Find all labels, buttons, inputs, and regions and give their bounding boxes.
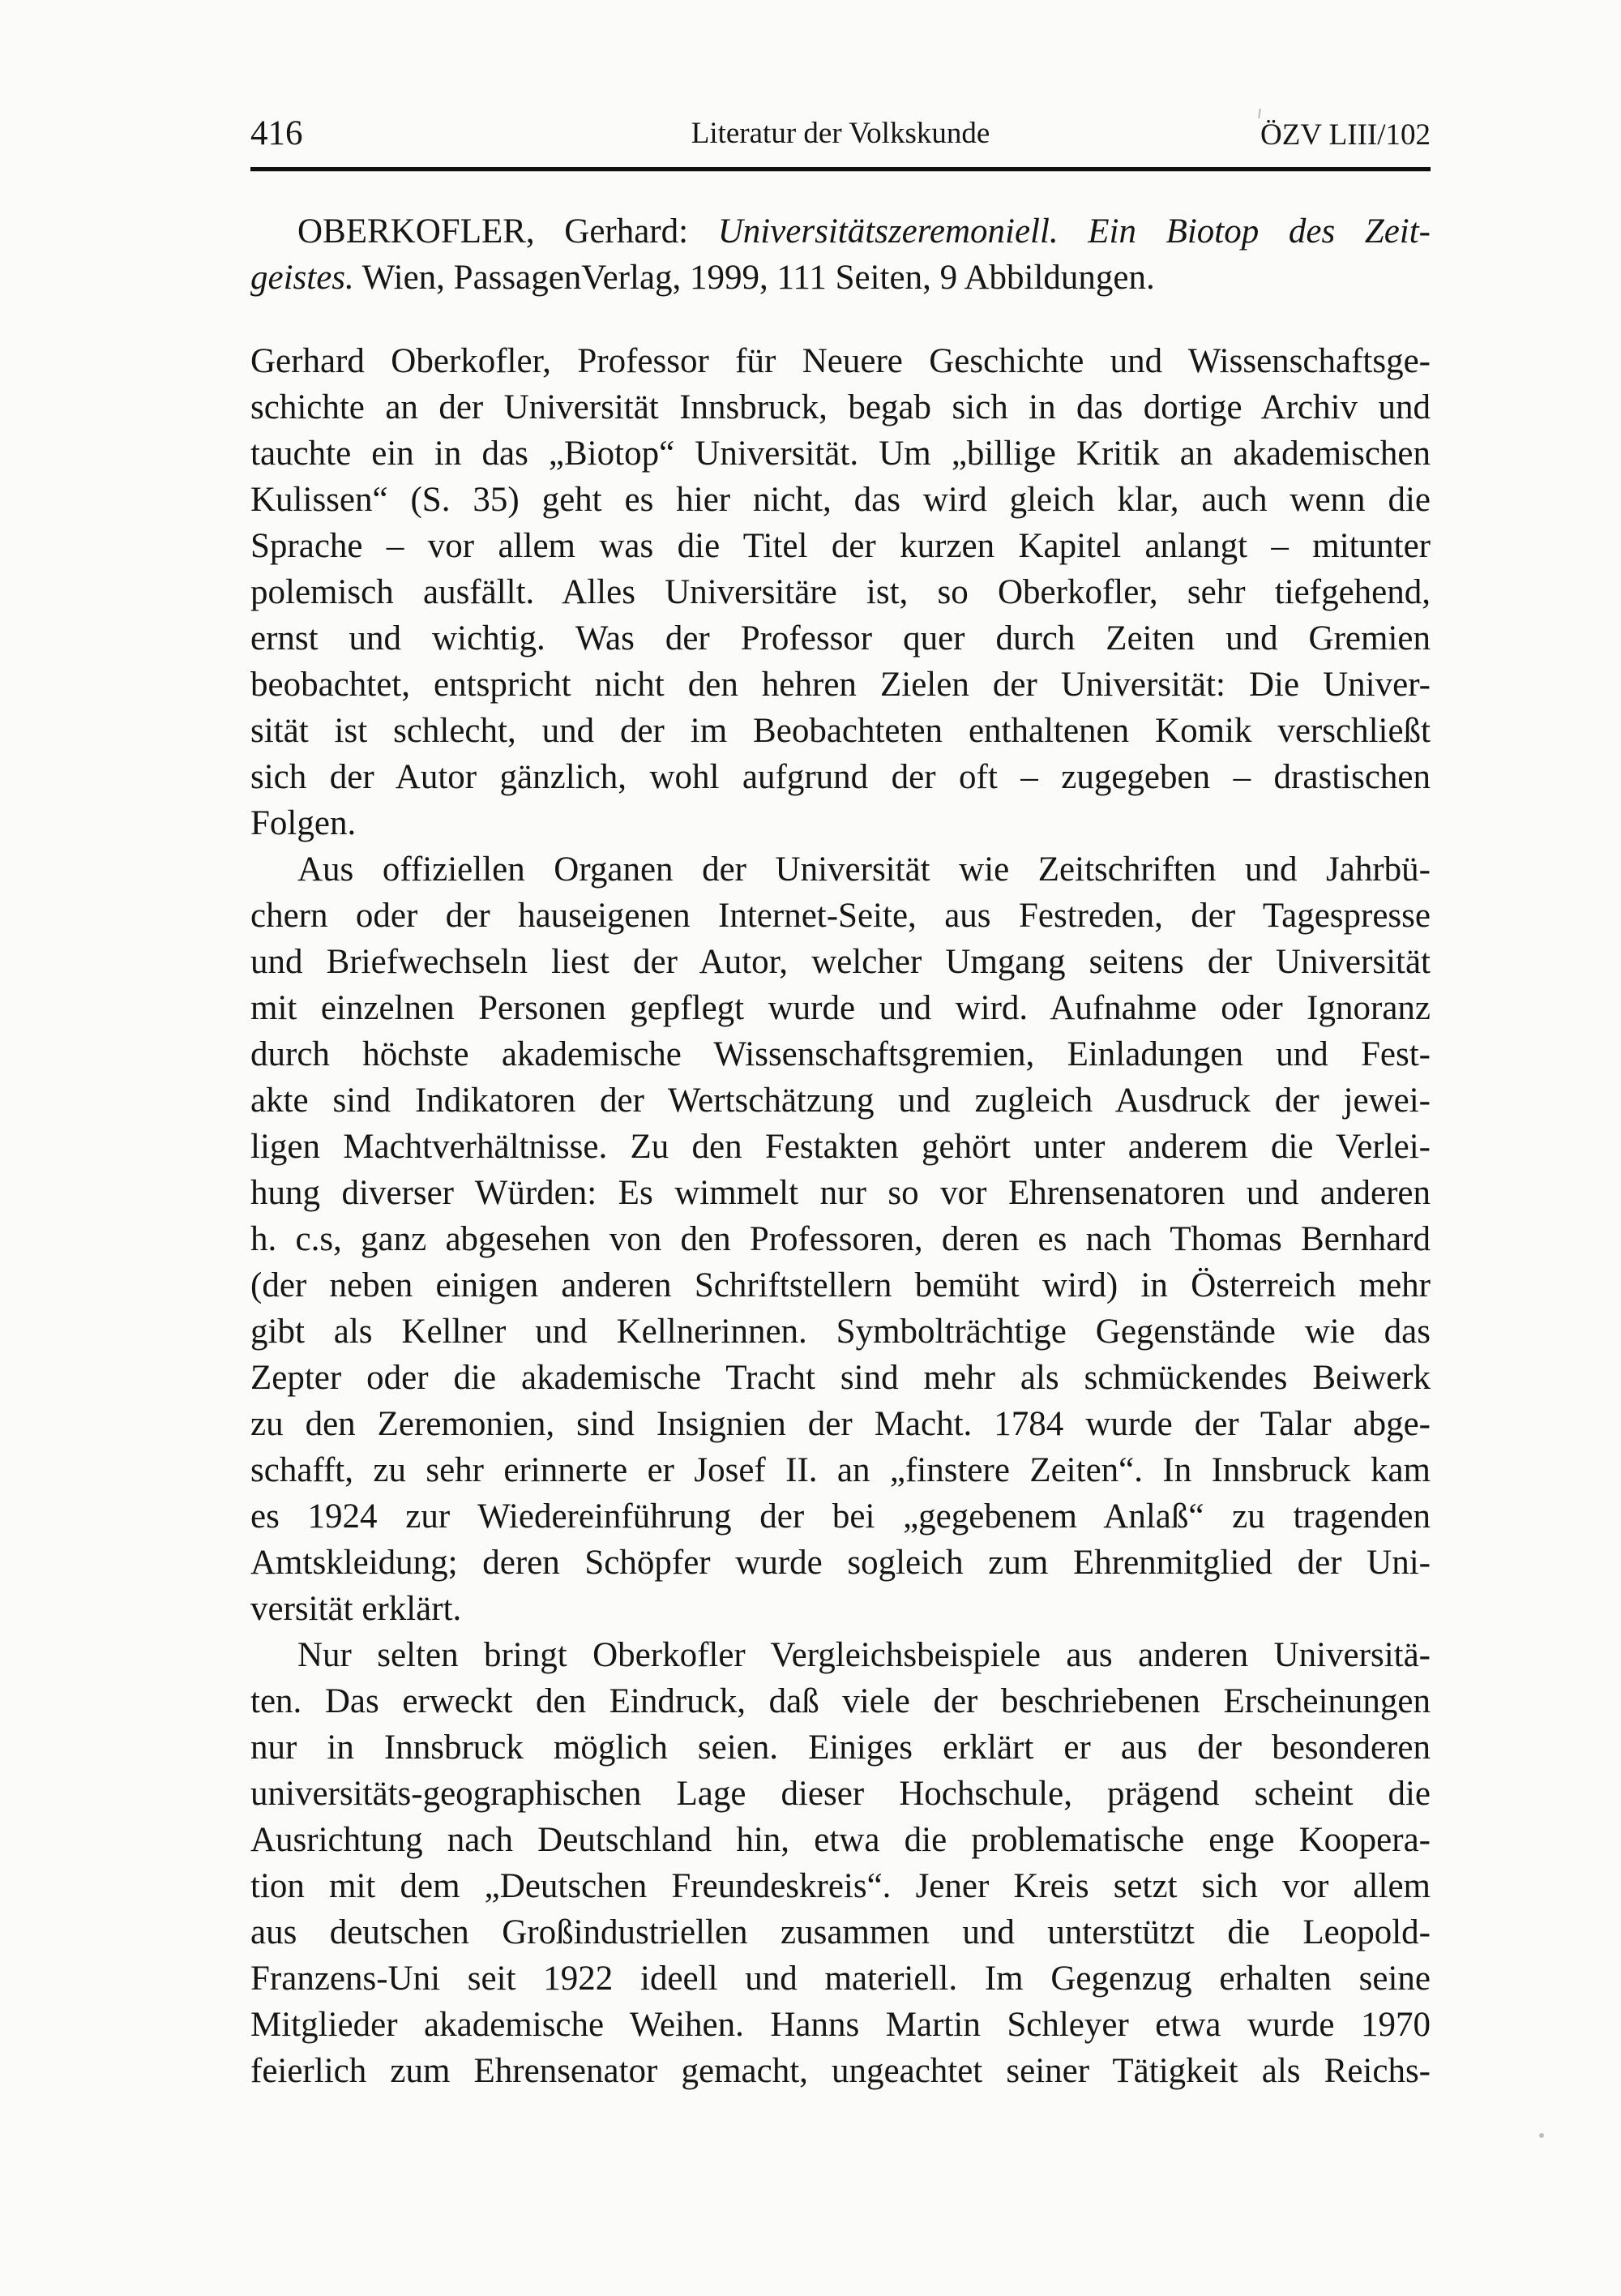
text-segment: nur in Innsbruck möglich seien. Einiges erklärt er aus der besonderen: [250, 1728, 1431, 1767]
text-segment: (der neben einigen anderen Schriftstellern bemüht wird) in Österreich mehr: [250, 1266, 1431, 1304]
header-rule: [250, 167, 1431, 171]
text-line: [250, 1170, 1431, 1216]
text-segment: versität erklärt.: [250, 1590, 462, 1628]
text-line: [250, 708, 1431, 754]
text-segment: zu den Zeremonien, sind Insignien der Macht. 1784 wurde der Talar abge-: [250, 1405, 1431, 1443]
text-segment: und Briefwechseln liest der Autor, welcher Umgang seitens der Universität: [250, 943, 1431, 981]
text-line: [250, 338, 1431, 384]
running-title: Literatur der Volkskunde: [691, 117, 990, 150]
text-column: [250, 114, 1431, 2094]
text-line: [250, 1262, 1431, 1309]
text-segment: polemisch ausfällt. Alles Universitäre ist, so Oberkofler, sehr tiefgehend,: [250, 573, 1431, 611]
text-segment: feierlich zum Ehrensenator gemacht, ungeachtet seiner Tätigkeit als Reichs-: [250, 2052, 1431, 2090]
text-segment: Gerhard Oberkofler, Professor für Neuere Geschichte und Wissenschaftsge-: [250, 342, 1431, 380]
text-line: [250, 893, 1431, 939]
text-segment: ligen Machtverhältnisse. Zu den Festakten gehört unter anderem die Verlei-: [250, 1128, 1431, 1166]
text-line: [250, 1493, 1431, 1540]
text-line: [250, 662, 1431, 708]
text-segment: ernst und wichtig. Was der Professor quer durch Zeiten und Gremien: [250, 619, 1431, 658]
italic-text-segment: Universitätszeremoniell. Ein Biotop des Zeit-: [717, 212, 1431, 251]
text-line: [250, 1031, 1431, 1077]
text-line: [250, 1771, 1431, 1817]
text-segment: h. c.s, ganz abgesehen von den Professoren, deren es nach Thomas Bernhard: [250, 1220, 1431, 1258]
text-line: [250, 569, 1431, 615]
text-segment: beobachtet, entspricht nicht den hehren Zielen der Universität: Die Univer-: [250, 666, 1431, 704]
text-line: [250, 1955, 1431, 2002]
text-segment: OBERKOFLER, Gerhard:: [297, 212, 718, 251]
text-line: [250, 430, 1431, 477]
text-segment: aus deutschen Großindustriellen zusammen und unterstützt die Leopold-: [250, 1913, 1431, 1951]
review-body: [250, 338, 1431, 2094]
text-segment: Sprache – vor allem was die Titel der kurzen Kapitel anlangt – mitunter: [250, 527, 1431, 565]
page-header: [250, 114, 1431, 155]
text-segment: Folgen.: [250, 804, 357, 842]
text-segment: Wien, PassagenVerlag, 1999, 111 Seiten, 9 Abbildungen.: [353, 259, 1155, 297]
text-line: [250, 985, 1431, 1031]
text-segment: tauchte ein in das „Biotop“ Universität. Um „billige Kritik an akademischen: [250, 435, 1431, 473]
text-segment: durch höchste akademische Wissenschaftsgremien, Einladungen und Fest-: [250, 1035, 1431, 1073]
text-line: [250, 1724, 1431, 1771]
text-line: [250, 1216, 1431, 1262]
text-line: [250, 1447, 1431, 1493]
text-segment: gibt als Kellner und Kellnerinnen. Symbolträchtige Gegenstände wie das: [250, 1313, 1431, 1351]
page-number: 416: [250, 114, 303, 152]
text-line: [250, 2048, 1431, 2094]
text-segment: ten. Das erweckt den Eindruck, daß viele der beschriebenen Erscheinungen: [250, 1682, 1431, 1720]
text-line: [250, 2002, 1431, 2048]
text-segment: Aus offiziellen Organen der Universität wie Zeitschriften und Jahrbü-: [297, 850, 1431, 889]
text-line: [250, 615, 1431, 662]
text-line: [250, 255, 1431, 301]
text-line: [250, 1586, 1431, 1632]
book-reference: [250, 208, 1431, 301]
text-line: [250, 1678, 1431, 1724]
text-segment: tion mit dem „Deutschen Freundeskreis“. Jener Kreis setzt sich vor allem: [250, 1867, 1431, 1905]
text-segment: akte sind Indikatoren der Wertschätzung und zugleich Ausdruck der jewei-: [250, 1082, 1431, 1120]
text-line: [250, 1124, 1431, 1170]
text-segment: mit einzelnen Personen gepflegt wurde und wird. Aufnahme oder Ignoranz: [250, 989, 1431, 1027]
text-segment: Franzens-Uni seit 1922 ideell und materiell. Im Gegenzug erhalten seine: [250, 1960, 1431, 1998]
text-line: [250, 1817, 1431, 1863]
text-segment: Mitglieder akademische Weihen. Hanns Martin Schleyer etwa wurde 1970: [250, 2006, 1431, 2044]
text-segment: Amtskleidung; deren Schöpfer wurde sogleich zum Ehrenmitglied der Uni-: [250, 1544, 1431, 1582]
text-line: [250, 754, 1431, 800]
text-segment: Ausrichtung nach Deutschland hin, etwa die problematische enge Koopera-: [250, 1821, 1431, 1859]
scan-artifact: [1539, 2133, 1544, 2138]
text-segment: sität ist schlecht, und der im Beobachteten enthaltenen Komik verschließt: [250, 712, 1431, 750]
text-line: [250, 1540, 1431, 1586]
text-line: [250, 1632, 1431, 1678]
text-segment: schichte an der Universität Innsbruck, begab sich in das dortige Archiv und: [250, 388, 1431, 426]
text-line: [250, 939, 1431, 985]
text-line: [250, 1309, 1431, 1355]
text-line: [250, 800, 1431, 846]
text-segment: universitäts-geographischen Lage dieser Hochschule, prägend scheint die: [250, 1775, 1431, 1813]
paragraph: [250, 338, 1431, 846]
text-segment: hung diverser Würden: Es wimmelt nur so vor Ehrensenatoren und anderen: [250, 1174, 1431, 1212]
italic-text-segment: geistes.: [250, 259, 354, 297]
text-line: [250, 1355, 1431, 1401]
text-line: [250, 846, 1431, 893]
text-segment: es 1924 zur Wiedereinführung der bei „gegebenem Anlaß“ zu tragenden: [250, 1497, 1431, 1536]
text-segment: Zepter oder die akademische Tracht sind mehr als schmückendes Beiwerk: [250, 1359, 1431, 1397]
journal-reference: ÖZV LIII/102: [1260, 118, 1431, 152]
paragraph: [250, 846, 1431, 1632]
text-segment: schafft, zu sehr erinnerte er Josef II. an „finstere Zeiten“. In Innsbruck kam: [250, 1451, 1431, 1489]
text-line: [250, 1863, 1431, 1909]
text-line: [250, 1077, 1431, 1124]
text-segment: sich der Autor gänzlich, wohl aufgrund der oft – zugegeben – drastischen: [250, 758, 1431, 796]
text-line: [250, 384, 1431, 430]
text-line: [250, 477, 1431, 523]
text-line: [250, 1909, 1431, 1955]
text-line: [250, 208, 1431, 255]
text-line: [250, 523, 1431, 569]
text-segment: Kulissen“ (S. 35) geht es hier nicht, das wird gleich klar, auch wenn die: [250, 481, 1431, 519]
text-segment: chern oder der hauseigenen Internet-Seite, aus Festreden, der Tagespresse: [250, 897, 1431, 935]
paragraph: [250, 1632, 1431, 2094]
text-segment: Nur selten bringt Oberkofler Vergleichsbeispiele aus anderen Universitä-: [297, 1636, 1431, 1674]
text-line: [250, 1401, 1431, 1447]
